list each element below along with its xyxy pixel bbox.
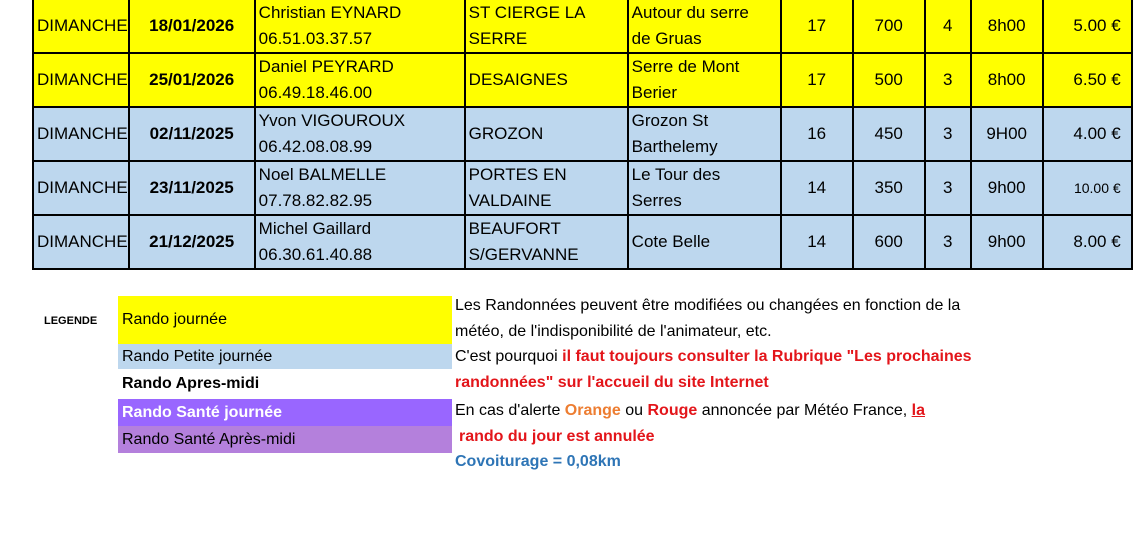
schedule-row bbox=[33, 215, 1132, 269]
date-cell: 23/11/2025 bbox=[129, 161, 255, 215]
city-line-1: ST CIERGE LA bbox=[468, 3, 586, 22]
city-line-1: BEAUFORT bbox=[468, 219, 561, 238]
schedule-table bbox=[32, 0, 1133, 270]
day-cell: DIMANCHE bbox=[33, 215, 129, 269]
note-line-3-warning: il faut toujours consulter la Rubrique "Les prochaines bbox=[562, 348, 972, 365]
guide-cell bbox=[255, 161, 465, 215]
legend-title: LEGENDE bbox=[44, 315, 98, 327]
note-line-5-b: ou bbox=[620, 402, 648, 419]
walk-line-1: Cote Belle bbox=[631, 232, 711, 251]
level-cell: 3 bbox=[925, 53, 971, 107]
city-cell bbox=[465, 161, 628, 215]
guide-cell bbox=[255, 0, 465, 53]
price-cell: 10.00 € bbox=[1043, 161, 1132, 215]
walk-cell bbox=[628, 0, 781, 53]
legend-rando-apres-midi: Rando Apres-midi bbox=[118, 370, 452, 398]
walk-cell bbox=[628, 107, 781, 161]
date-cell: 18/01/2026 bbox=[129, 0, 255, 53]
guide-line-1: Christian EYNARD bbox=[258, 3, 402, 22]
walk-cell bbox=[628, 161, 781, 215]
guide-cell bbox=[255, 215, 465, 269]
elevation-cell: 350 bbox=[853, 161, 925, 215]
schedule-row bbox=[33, 161, 1132, 215]
note-line-5-a: En cas d'alerte bbox=[455, 402, 565, 419]
day-cell: DIMANCHE bbox=[33, 161, 129, 215]
guide-line-2: 06.49.18.46.00 bbox=[258, 83, 373, 102]
walk-cell bbox=[628, 215, 781, 269]
walk-line-2: Barthelemy bbox=[631, 137, 718, 156]
day-cell: DIMANCHE bbox=[33, 107, 129, 161]
guide-line-1: Yvon VIGOUROUX bbox=[258, 111, 406, 130]
city-line-1: PORTES EN bbox=[468, 165, 567, 184]
time-cell: 9H00 bbox=[971, 107, 1043, 161]
elevation-cell: 450 bbox=[853, 107, 925, 161]
walk-cell bbox=[628, 53, 781, 107]
note-line-1: Les Randonnées peuvent être modifiées ou changées en fonction de la bbox=[455, 297, 961, 314]
level-cell: 4 bbox=[925, 0, 971, 53]
distance-cell: 14 bbox=[781, 215, 853, 269]
day-cell: DIMANCHE bbox=[33, 0, 129, 53]
price-cell: 8.00 € bbox=[1043, 215, 1132, 269]
time-cell: 9h00 bbox=[971, 215, 1043, 269]
city-cell bbox=[465, 0, 628, 53]
date-cell: 02/11/2025 bbox=[129, 107, 255, 161]
note-line-5-la: la bbox=[911, 402, 925, 419]
walk-line-1: Le Tour des bbox=[631, 165, 721, 184]
distance-cell: 14 bbox=[781, 161, 853, 215]
walk-line-1: Autour du serre bbox=[631, 3, 749, 22]
city-line-1: GROZON bbox=[468, 124, 544, 143]
note-line-2: météo, de l'indisponibilité de l'animateur, etc. bbox=[455, 323, 772, 340]
walk-line-2: de Gruas bbox=[631, 29, 702, 48]
city-line-2: S/GERVANNE bbox=[468, 245, 579, 264]
city-cell bbox=[465, 215, 628, 269]
distance-cell: 17 bbox=[781, 53, 853, 107]
note-line-4: randonnées" sur l'accueil du site Internet bbox=[455, 374, 769, 391]
note-line-5 bbox=[455, 402, 925, 420]
schedule-row bbox=[33, 0, 1132, 53]
city-cell bbox=[465, 53, 628, 107]
day-cell: DIMANCHE bbox=[33, 53, 129, 107]
time-cell: 8h00 bbox=[971, 53, 1043, 107]
city-line-2: VALDAINE bbox=[468, 191, 552, 210]
level-cell: 3 bbox=[925, 161, 971, 215]
elevation-cell: 500 bbox=[853, 53, 925, 107]
legend-rando-journee: Rando journée bbox=[118, 296, 452, 344]
guide-line-2: 06.51.03.37.57 bbox=[258, 29, 373, 48]
level-cell: 3 bbox=[925, 107, 971, 161]
walk-line-2: Berier bbox=[631, 83, 678, 102]
level-cell: 3 bbox=[925, 215, 971, 269]
city-line-2: SERRE bbox=[468, 29, 528, 48]
schedule-row bbox=[33, 107, 1132, 161]
note-line-3-plain: C'est pourquoi bbox=[455, 348, 563, 365]
guide-line-2: 07.78.82.82.95 bbox=[258, 191, 373, 210]
alert-orange-text: Orange bbox=[564, 402, 621, 419]
guide-line-1: Michel Gaillard bbox=[258, 219, 372, 238]
guide-line-2: 06.30.61.40.88 bbox=[258, 245, 373, 264]
distance-cell: 17 bbox=[781, 0, 853, 53]
legend-rando-sante-journee: Rando Santé journée bbox=[118, 399, 452, 426]
walk-line-1: Grozon St bbox=[631, 111, 709, 130]
guide-line-2: 06.42.08.08.99 bbox=[258, 137, 373, 156]
city-cell bbox=[465, 107, 628, 161]
legend-rando-sante-apres-midi: Rando Santé Après-midi bbox=[118, 426, 452, 453]
elevation-cell: 700 bbox=[853, 0, 925, 53]
note-line-5-c: annoncée par Météo France, bbox=[697, 402, 912, 419]
schedule-row bbox=[33, 53, 1132, 107]
price-cell: 6.50 € bbox=[1043, 53, 1132, 107]
guide-cell bbox=[255, 53, 465, 107]
date-cell: 21/12/2025 bbox=[129, 215, 255, 269]
covoiturage-note: Covoiturage = 0,08km bbox=[455, 453, 621, 470]
date-cell: 25/01/2026 bbox=[129, 53, 255, 107]
alert-red-text: Rouge bbox=[647, 402, 698, 419]
note-line-3 bbox=[455, 348, 972, 366]
guide-line-1: Noel BALMELLE bbox=[258, 165, 387, 184]
legend-rando-petite-journee: Rando Petite journée bbox=[118, 344, 452, 369]
time-cell: 9h00 bbox=[971, 161, 1043, 215]
walk-line-2: Serres bbox=[631, 191, 682, 210]
price-cell: 5.00 € bbox=[1043, 0, 1132, 53]
time-cell: 8h00 bbox=[971, 0, 1043, 53]
city-line-1: DESAIGNES bbox=[468, 70, 568, 89]
note-line-6: rando du jour est annulée bbox=[459, 428, 655, 445]
price-cell: 4.00 € bbox=[1043, 107, 1132, 161]
elevation-cell: 600 bbox=[853, 215, 925, 269]
distance-cell: 16 bbox=[781, 107, 853, 161]
guide-line-1: Daniel PEYRARD bbox=[258, 57, 394, 76]
walk-line-1: Serre de Mont bbox=[631, 57, 740, 76]
guide-cell bbox=[255, 107, 465, 161]
